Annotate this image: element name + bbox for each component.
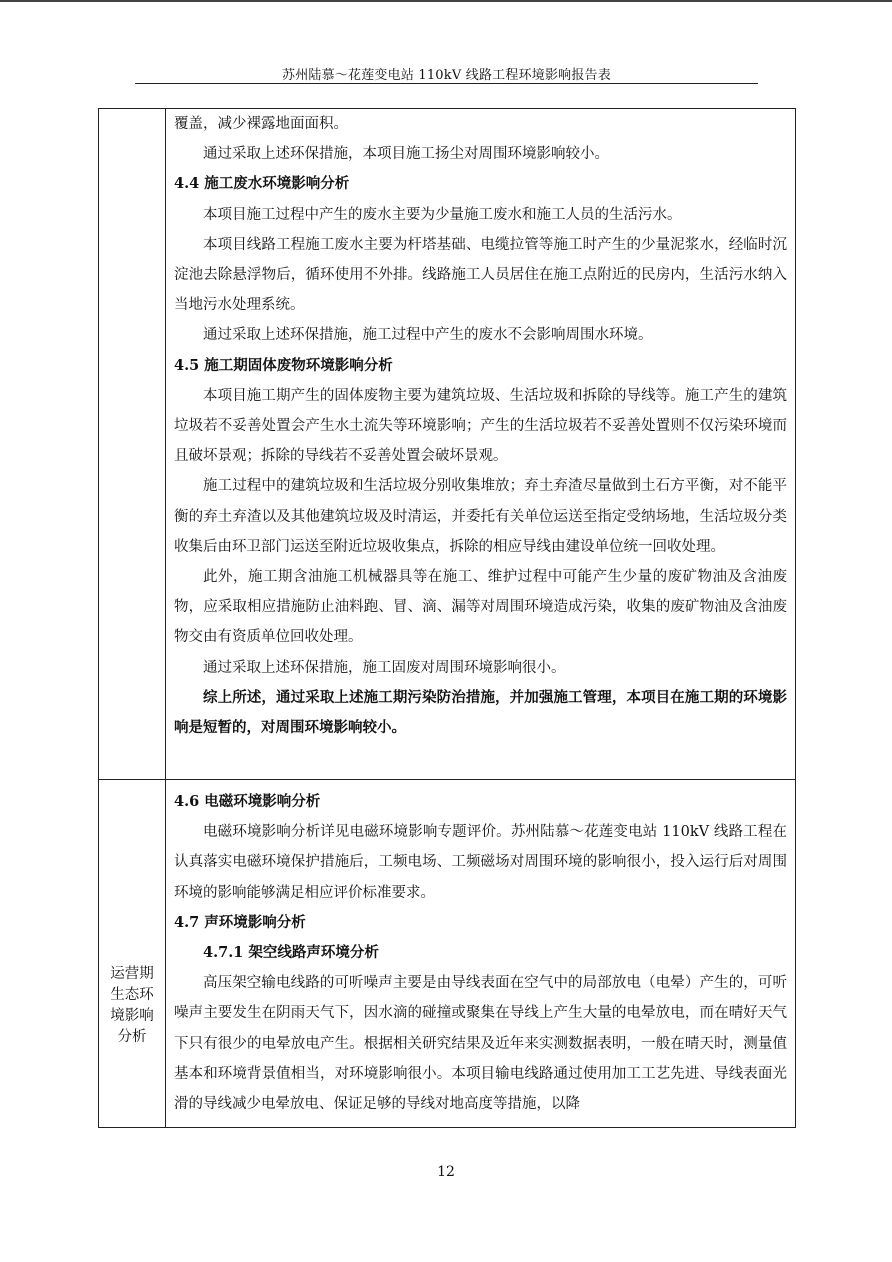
section2-content-cell bbox=[166, 780, 796, 1128]
section2-side-cell bbox=[99, 780, 166, 1128]
section-heading-4-5: 4.5 施工期固体废物环境影响分析 bbox=[174, 356, 393, 374]
paragraph: 通过采取上述环保措施，施工固废对周围环境影响很小。 bbox=[203, 659, 566, 676]
section1-content-cell bbox=[166, 109, 796, 780]
section2-side-label: 运营期 生态环 境影响 分析 bbox=[110, 966, 154, 1045]
paragraph: 覆盖，减少裸露地面面积。 bbox=[174, 116, 348, 132]
paragraph: 此外，施工期含油施工机械器具等在施工、维护过程中可能产生少量的废矿物油及含油废物，应采取相应措施防止油料跑、冒、滴、漏等对周围环境造成污染，收集的废矿物油及含油废物交由有资质单位回收处理。 bbox=[174, 569, 787, 646]
report-table bbox=[98, 108, 796, 1128]
paragraph: 电磁环境影响分析详见电磁环境影响专题评价。苏州陆慕～花莲变电站 110kV 线路工程在认真落实电磁环境保护措施后，工频电场、工频磁场对周围环境的影响很小，投入运行后对周围环境的影响能够满足相应评价标准要求。 bbox=[174, 824, 787, 901]
paragraph: 通过采取上述环保措施，本项目施工扬尘对周围环境影响较小。 bbox=[203, 146, 609, 163]
operation-impact-row bbox=[99, 780, 796, 1128]
page-header-title: 苏州陆慕～花莲变电站 110kV 线路工程环境影响报告表 bbox=[282, 68, 611, 83]
section-heading-4-4: 4.4 施工废水环境影响分析 bbox=[174, 175, 350, 193]
construction-impact-row bbox=[99, 109, 796, 780]
section1-side-cell bbox=[99, 109, 166, 780]
paragraph: 本项目施工过程中产生的废水主要为少量施工废水和施工人员的生活污水。 bbox=[203, 206, 682, 223]
section-heading-4-7-1: 4.7.1 架空线路声环境分析 bbox=[203, 944, 379, 962]
section-heading-4-7: 4.7 声环境影响分析 bbox=[174, 913, 306, 931]
section-heading-4-6: 4.6 电磁环境影响分析 bbox=[174, 793, 321, 810]
paragraph: 施工过程中的建筑垃圾和生活垃圾分别收集堆放；弃土弃渣尽量做到土石方平衡，对不能平衡的弃土弃渣以及其他建筑垃圾及时清运，并委托有关单位运送至指定受纳场地，生活垃圾分类收集后由环卫部门运送至附近垃圾收集点，拆除的相应导线由建设单位统一回收处理。 bbox=[174, 478, 787, 555]
paragraph: 通过采取上述环保措施，施工过程中产生的废水不会影响周围水环境。 bbox=[203, 327, 653, 344]
paragraph: 高压架空输电线路的可听噪声主要是由导线表面在空气中的局部放电（电晕）产生的，可听噪声主要发生在阴雨天气下，因水滴的碰撞或聚集在导线上产生大量的电晕放电，而在晴好天气下只有很少的电晕放电产生。根据相关研究结果及近年来实测数据表明，一般在晴天时，测量值基本和环境背景值相当，对环境影响很小。本项目输电线路通过使用加工工艺先进、导线表面光滑的导线减少电晕放电、保证足够的导线对地高度等措施，以降 bbox=[174, 975, 787, 1113]
summary-paragraph: 综上所述，通过采取上述施工期污染防治措施，并加强施工管理，本项目在施工期的环境影响是短暂的，对周围环境影响较小。 bbox=[174, 688, 787, 737]
top-border bbox=[0, 0, 892, 2]
paragraph: 本项目施工期产生的固体废物主要为建筑垃圾、生活垃圾和拆除的导线等。施工产生的建筑垃圾若不妥善处置会产生水土流失等环境影响；产生的生活垃圾若不妥善处置则不仅污染环境而且破坏景观；拆除的导线若不妥善处置会破坏景观。 bbox=[174, 387, 787, 465]
paragraph: 本项目线路工程施工废水主要为杆塔基础、电缆拉管等施工时产生的少量泥浆水，经临时沉淀池去除悬浮物后，循环使用不外排。线路施工人员居住在施工点附近的民房内，生活污水纳入当地污水处理系统。 bbox=[174, 236, 787, 314]
page-number: 12 bbox=[437, 1164, 455, 1180]
header-rule bbox=[135, 83, 758, 84]
